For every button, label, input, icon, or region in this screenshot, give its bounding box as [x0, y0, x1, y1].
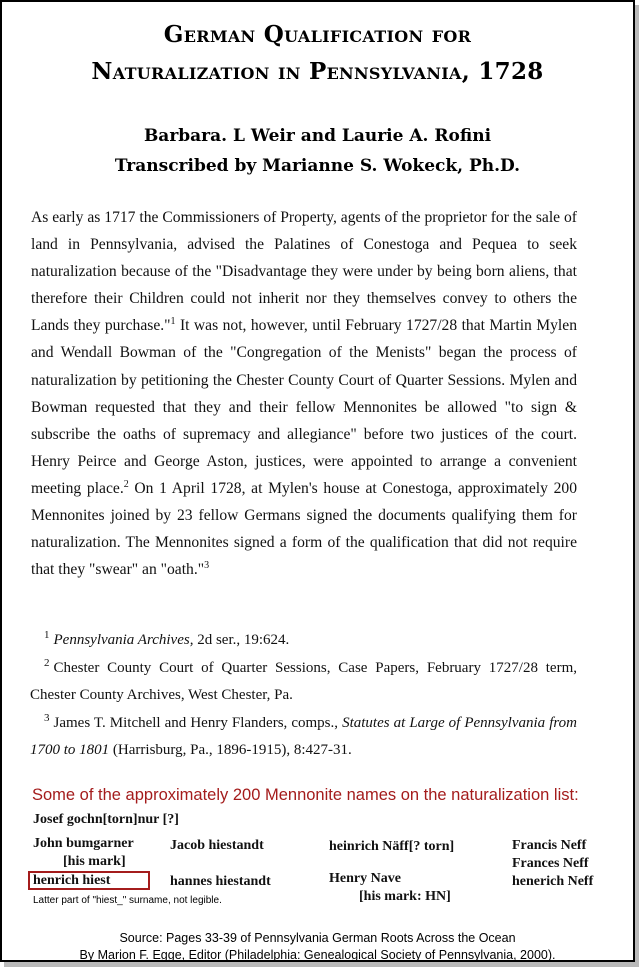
document-title [2, 16, 633, 90]
footnote-number: 1 [44, 629, 50, 641]
name-mark: [his mark: HN] [359, 889, 451, 904]
footnote-text: Chester County Court of Quarter Sessions, Case Papers, February 1727/28 term, Chester County Archives, West Chester, Pa. [30, 659, 577, 703]
authors-line: Barbara. L Weir and Laurie A. Rofini [143, 126, 492, 146]
name-entry: heinrich Näff[? torn] [329, 839, 455, 854]
name-mark: [his mark] [63, 854, 126, 869]
body-text-part-3: On 1 April 1728, at Mylen's house at Conestoga, approximately 200 Mennonites joined by 23 fellow Germans signed the documents qualifying them for naturalization. The Mennonites signed a form of the qualification that did not require that they "swear" an "oath." [31, 479, 578, 579]
authors-block [2, 121, 633, 181]
footnote-italic: Statutes at Large of Pennsylvania from 1700 to 1801 [30, 714, 577, 758]
footnote-number: 2 [44, 656, 50, 669]
name-entry: henerich Neff [512, 874, 594, 889]
footnote-text: 2d ser., 19:624. [193, 632, 290, 648]
footnote-2 [30, 655, 577, 710]
highlight-caption: Latter part of "hiest_" surname, not legible. [33, 895, 222, 906]
title-line-2: Naturalization in Pennsylvania, 1728 [91, 58, 544, 85]
name-entry: hannes hiestandt [170, 874, 271, 889]
name-entry: Jacob hiestandt [170, 838, 264, 853]
footnote-number: 3 [44, 711, 50, 724]
name-entry: Frances Neff [512, 856, 589, 871]
footnote-italic: Pennsylvania Archives, [53, 632, 194, 648]
footnote-ref-3: 3 [204, 560, 210, 572]
name-entry: Henry Nave [329, 871, 401, 886]
name-entry: Josef gochn[torn]nur [?] [33, 812, 179, 827]
name-entry-highlighted: henrich hiest [33, 873, 111, 888]
source-citation [2, 930, 633, 964]
footnotes [30, 627, 577, 765]
footnote-ref-2: 2 [123, 478, 129, 490]
name-entry: John bumgarner [33, 836, 134, 851]
transcriber-line: Transcribed by Marianne S. Wokeck, Ph.D. [114, 156, 521, 176]
footnote-1 [30, 627, 577, 655]
name-entry: Francis Neff [512, 838, 587, 853]
source-line-1: Source: Pages 33-39 of Pennsylvania German Roots Across the Ocean [119, 931, 516, 945]
body-text-part-2: It was not, however, until February 1727/28 that Martin Mylen and Wendall Bowman of the "Congregation of the Menists" began the process of naturalization by petitioning the Chester County Court of Quarter Sessions. Mylen and Bowman requested that they and their fellow Mennonites be allowed "to sign & subscribe the oaths of supremacy and allegiance" before two justices of the court. Henry Peirce and George Aston, justices, were appointed to arrange a convenient meeting place. [31, 317, 577, 497]
source-line-2: By Marion F. Egge, Editor (Philadelphia: Genealogical Society of Pennsylvania, 2000). [79, 948, 556, 962]
footnote-text: (Harrisburg, Pa., 1896-1915), 8:427-31. [109, 742, 352, 758]
body-text-part-1: As early as 1717 the Commissioners of Property, agents of the proprietor for the sale of land in Pennsylvania, advised the Palatines of Conestoga and Pequea to seek naturalization because of the "Disadvantage they were under by being born aliens, that therefore their Children could not inherit nor they themselves convey to others the Lands they purchase." [31, 209, 577, 335]
names-heading: Some of the approximately 200 Mennonite names on the naturalization list: [32, 786, 579, 804]
title-line-1: German Qualification for [163, 21, 472, 48]
footnote-ref-1: 1 [170, 316, 176, 328]
footnote-text: James T. Mitchell and Henry Flanders, comps., [53, 714, 343, 731]
footnote-3 [30, 710, 577, 765]
body-paragraph [31, 204, 577, 583]
